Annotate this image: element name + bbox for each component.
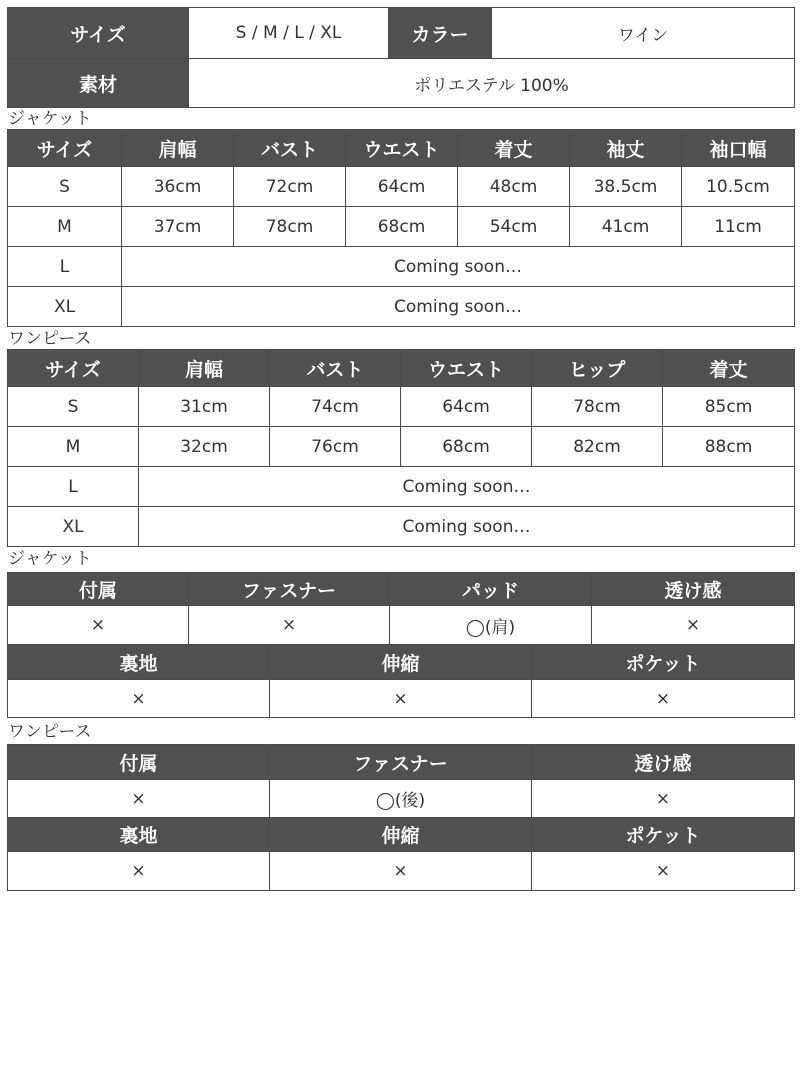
dress-m-shoulder: 32cm	[139, 427, 270, 467]
table-row	[8, 247, 795, 287]
dress-s-bust: 74cm	[270, 387, 401, 427]
jacket-m-length: 54cm	[458, 207, 570, 247]
dress-l-note: Coming soon…	[139, 467, 795, 507]
jacket-details-row2	[7, 644, 795, 718]
material-label: 素材	[8, 59, 189, 108]
dress-xl-size: XL	[8, 507, 139, 547]
dress-s-waist: 64cm	[401, 387, 532, 427]
jacket-m-waist: 68cm	[346, 207, 458, 247]
jacket-pocket-value: ×	[532, 680, 795, 718]
table-row	[8, 167, 795, 207]
jacket-pad-header: パッド	[390, 573, 592, 606]
table-row	[8, 467, 795, 507]
dress-details-row1	[7, 744, 795, 818]
dress-m-bust: 76cm	[270, 427, 401, 467]
jacket-sheer-value: ×	[592, 606, 795, 645]
dress-details-row2	[7, 817, 795, 891]
jacket-s-shoulder: 36cm	[122, 167, 234, 207]
jacket-s-sleeve: 38.5cm	[570, 167, 682, 207]
jacket-header-waist: ウエスト	[346, 130, 458, 167]
jacket-l-note: Coming soon…	[122, 247, 795, 287]
dress-sheer-value: ×	[532, 780, 795, 818]
jacket-sheer-header: 透け感	[592, 573, 795, 606]
jacket-header-bust: バスト	[234, 130, 346, 167]
dress-header-shoulder: 肩幅	[139, 350, 270, 387]
jacket-details-title: ジャケット	[8, 549, 92, 569]
dress-m-size: M	[8, 427, 139, 467]
jacket-zipper-header: ファスナー	[189, 573, 390, 606]
jacket-header-sleeve: 袖丈	[570, 130, 682, 167]
jacket-m-size: M	[8, 207, 122, 247]
jacket-accessory-value: ×	[8, 606, 189, 645]
jacket-stretch-header: 伸縮	[270, 645, 532, 680]
jacket-s-cuff: 10.5cm	[682, 167, 795, 207]
dress-pocket-value: ×	[532, 852, 795, 891]
dress-accessory-header: 付属	[8, 745, 270, 780]
dress-size-table	[7, 349, 795, 547]
jacket-header-cuff: 袖口幅	[682, 130, 795, 167]
dress-m-length: 88cm	[663, 427, 795, 467]
jacket-lining-header: 裏地	[8, 645, 270, 680]
dress-details-title: ワンピース	[8, 722, 92, 742]
jacket-size-table	[7, 129, 795, 327]
size-label: サイズ	[8, 8, 189, 59]
jacket-header-shoulder: 肩幅	[122, 130, 234, 167]
jacket-m-cuff: 11cm	[682, 207, 795, 247]
table-row	[8, 207, 795, 247]
jacket-xl-size: XL	[8, 287, 122, 327]
jacket-s-waist: 64cm	[346, 167, 458, 207]
dress-m-waist: 68cm	[401, 427, 532, 467]
jacket-s-bust: 72cm	[234, 167, 346, 207]
dress-header-size: サイズ	[8, 350, 139, 387]
dress-xl-note: Coming soon…	[139, 507, 795, 547]
dress-s-shoulder: 31cm	[139, 387, 270, 427]
jacket-details-row1	[7, 572, 795, 645]
dress-m-hip: 82cm	[532, 427, 663, 467]
dress-accessory-value: ×	[8, 780, 270, 818]
dress-size-title: ワンピース	[8, 329, 92, 349]
dress-s-size: S	[8, 387, 139, 427]
dress-s-hip: 78cm	[532, 387, 663, 427]
dress-stretch-value: ×	[270, 852, 532, 891]
dress-stretch-header: 伸縮	[270, 818, 532, 852]
table-row	[8, 287, 795, 327]
jacket-pocket-header: ポケット	[532, 645, 795, 680]
color-value: ワイン	[492, 8, 795, 59]
jacket-s-size: S	[8, 167, 122, 207]
jacket-size-title: ジャケット	[8, 109, 92, 129]
jacket-m-shoulder: 37cm	[122, 207, 234, 247]
dress-header-waist: ウエスト	[401, 350, 532, 387]
dress-header-bust: バスト	[270, 350, 401, 387]
dress-header-length: 着丈	[663, 350, 795, 387]
table-row	[8, 387, 795, 427]
size-value: S / M / L / XL	[189, 8, 389, 59]
jacket-zipper-value: ×	[189, 606, 390, 645]
jacket-lining-value: ×	[8, 680, 270, 718]
dress-zipper-value: ◯(後)	[270, 780, 532, 818]
dress-lining-header: 裏地	[8, 818, 270, 852]
dress-sheer-header: 透け感	[532, 745, 795, 780]
jacket-l-size: L	[8, 247, 122, 287]
dress-lining-value: ×	[8, 852, 270, 891]
jacket-m-bust: 78cm	[234, 207, 346, 247]
dress-zipper-header: ファスナー	[270, 745, 532, 780]
jacket-xl-note: Coming soon…	[122, 287, 795, 327]
dress-pocket-header: ポケット	[532, 818, 795, 852]
table-row	[8, 427, 795, 467]
jacket-s-length: 48cm	[458, 167, 570, 207]
dress-s-length: 85cm	[663, 387, 795, 427]
jacket-m-sleeve: 41cm	[570, 207, 682, 247]
material-value: ポリエステル 100%	[189, 59, 795, 108]
dress-l-size: L	[8, 467, 139, 507]
color-label: カラー	[389, 8, 492, 59]
jacket-accessory-header: 付属	[8, 573, 189, 606]
dress-header-hip: ヒップ	[532, 350, 663, 387]
product-summary-table	[7, 7, 795, 108]
jacket-header-length: 着丈	[458, 130, 570, 167]
jacket-pad-value: ◯(肩)	[390, 606, 592, 645]
jacket-header-size: サイズ	[8, 130, 122, 167]
table-row	[8, 507, 795, 547]
jacket-stretch-value: ×	[270, 680, 532, 718]
